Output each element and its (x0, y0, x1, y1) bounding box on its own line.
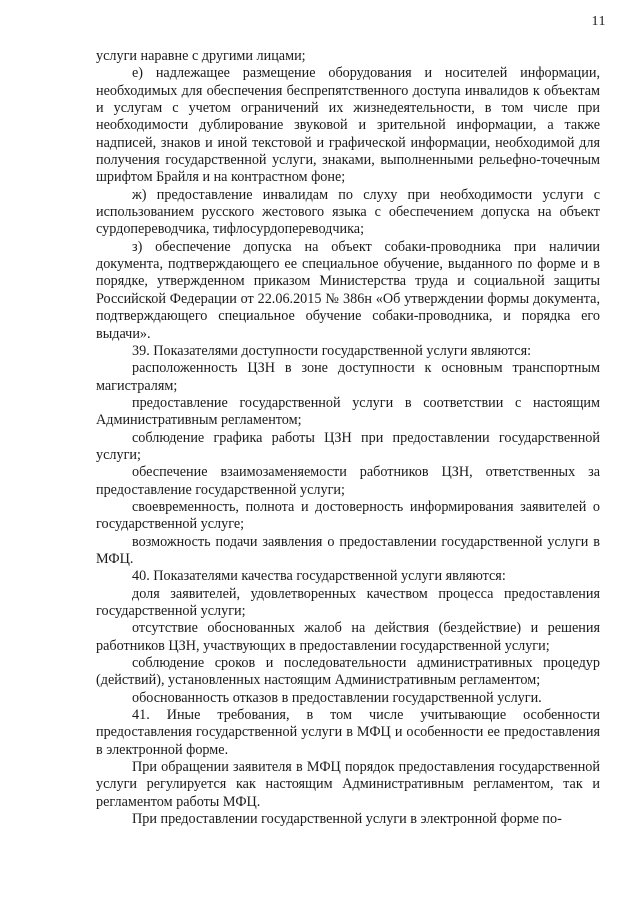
text-body (96, 48, 600, 828)
paragraph: отсутствие обоснованных жалоб на действия (бездействие) и решения работников ЦЗН, участвующих в предоставлении государственной услуги; (96, 620, 600, 654)
page-number: 11 (591, 14, 606, 29)
paragraph: обеспечение взаимозаменяемости работников ЦЗН, ответственных за предоставление государственной услуги; (96, 464, 600, 498)
paragraph: доля заявителей, удовлетворенных качеством процесса предоставления государственной услуги; (96, 585, 600, 619)
paragraph: е) надлежащее размещение оборудования и носителей информации, необходимых для обеспечения беспрепятственного доступа инвалидов к объектам и услугам с учетом ограничений их жизнедеятельности, в том числе при необходимости дублирование звуковой и зрительной информации, а также надписей, знаков и иной текстовой и графической информации, необходимой для получения государственной услуги, знаками, выполненными рельефно-точечным шрифтом Брайля и на контрастном фоне; (96, 65, 600, 186)
paragraph: ж) предоставление инвалидам по слуху при необходимости услуги с использованием русского жестового языка с обеспечением допуска на объект сурдопереводчика, тифлосурдопереводчика; (96, 186, 600, 238)
paragraph: обоснованность отказов в предоставлении государственной услуги. (132, 689, 542, 706)
paragraph: 39. Показателями доступности государственной услуги являются: (132, 342, 532, 359)
paragraph: услуги наравне с другими лицами; (96, 48, 306, 64)
paragraph: соблюдение сроков и последовательности административных процедур (действий), установленных настоящим Административным регламентом; (96, 655, 600, 689)
paragraph: 40. Показателями качества государственной услуги являются: (132, 568, 506, 585)
paragraph: возможность подачи заявления о предоставлении государственной услуги в МФЦ. (96, 533, 600, 567)
paragraph: При обращении заявителя в МФЦ порядок предоставления государственной услуги регулируется как настоящим Административным регламентом, так и регламентом работы МФЦ. (96, 759, 600, 810)
paragraph: предоставление государственной услуги в соответствии с настоящим Административным регламентом; (96, 394, 600, 429)
paragraph: з) обеспечение допуска на объект собаки-проводника при наличии документа, подтверждающего ее специальное обучение, выданного по форме и в порядке, утвержденном приказом Министерства труда и социальной защиты Российской Федерации от 22.06.2015 № 386н «Об утверждении формы документа, подтверждающего специальное обучение собаки-проводника, и порядка его выдачи». (96, 238, 600, 342)
paragraph: 41. Иные требования, в том числе учитывающие особенности предоставления государственной услуги в МФЦ и особенности ее предоставления в электронной форме. (96, 707, 600, 758)
paragraph: расположенность ЦЗН в зоне доступности к основным транспортным магистралям; (96, 360, 600, 394)
paragraph: соблюдение графика работы ЦЗН при предоставлении государственной услуги; (96, 429, 600, 463)
paragraph: При предоставлении государственной услуги в электронной форме по- (132, 811, 562, 828)
paragraph: своевременность, полнота и достоверность информирования заявителей о государственной услуге; (96, 498, 600, 533)
